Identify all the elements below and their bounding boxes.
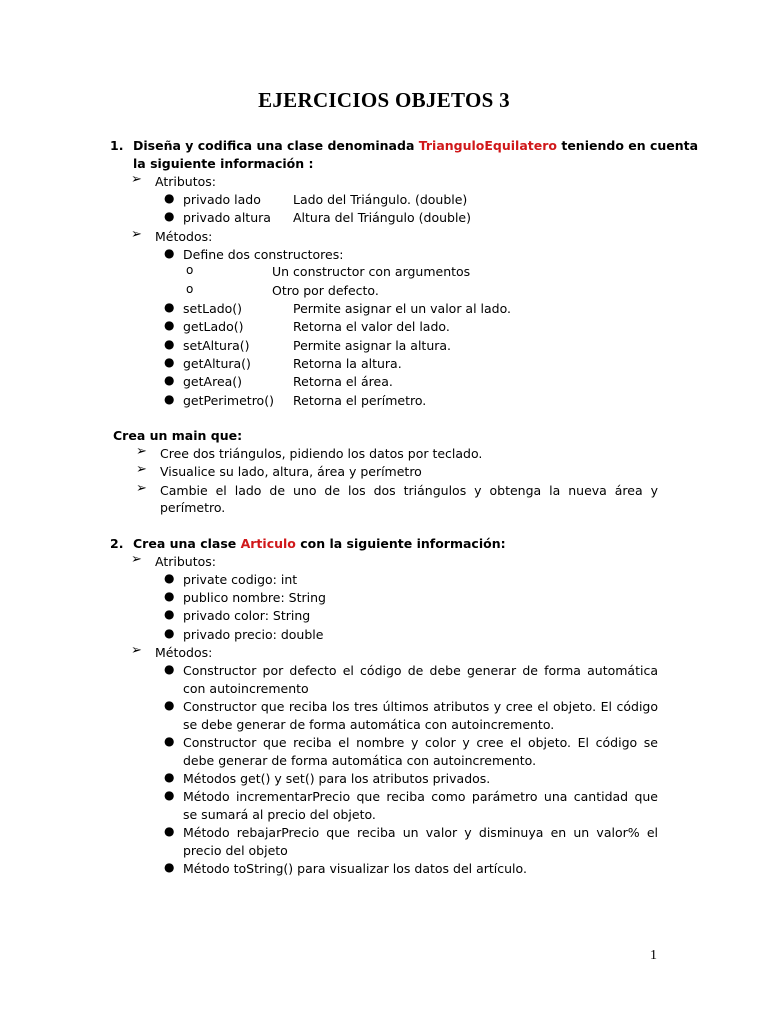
exercise-2-intro: Crea una clase Articulo con la siguiente información: xyxy=(133,536,506,551)
circle-bullet-icon: o xyxy=(186,263,194,277)
bullet-icon: ● xyxy=(164,373,175,387)
ex1-constructor-item: Un constructor con argumentos xyxy=(272,264,471,279)
bullet-icon: ● xyxy=(164,337,175,351)
bullet-icon: ● xyxy=(164,770,175,784)
bullet-icon: ● xyxy=(164,662,175,676)
ex2-attr-item: publico nombre: String xyxy=(183,590,326,605)
ex1-attr-desc: Lado del Triángulo. (double) xyxy=(293,192,468,207)
ex2-method-line: Constructor por defecto el código de debe generar de forma automática xyxy=(183,663,658,678)
ex1-constructor-item: Otro por defecto. xyxy=(272,283,379,298)
bullet-icon: ● xyxy=(164,607,175,621)
circle-bullet-icon: o xyxy=(186,282,194,296)
ex2-attributes-heading: Atributos: xyxy=(155,554,216,569)
bullet-icon: ● xyxy=(164,571,175,585)
exercise-2-number: 2. xyxy=(110,536,124,551)
ex1-method-name: getArea() xyxy=(183,374,243,389)
main-item: Cambie el lado de uno de los dos triángulos y obtenga la nueva área y xyxy=(160,483,658,498)
document-title: EJERCICIOS OBJETOS 3 xyxy=(258,88,510,112)
ex2-method-line: debe generar de forma automática con autoincremento. xyxy=(183,753,537,768)
exercise-1-number: 1. xyxy=(110,138,124,153)
bullet-icon: ● xyxy=(164,209,175,223)
ex2-method-line: Constructor que reciba el nombre y color y cree el objeto. El código se xyxy=(183,735,658,750)
ex1-method-desc: Retorna el valor del lado. xyxy=(293,319,450,334)
ex2-attr-item: privado precio: double xyxy=(183,627,324,642)
bullet-icon: ● xyxy=(164,698,175,712)
bullet-icon: ● xyxy=(164,626,175,640)
main-item: Visualice su lado, altura, área y perímetro xyxy=(160,464,422,479)
bullet-icon: ● xyxy=(164,392,175,406)
ex1-attr-name: privado altura xyxy=(183,210,271,225)
ex1-method-name: setAltura() xyxy=(183,338,250,353)
bullet-icon: ● xyxy=(164,824,175,838)
ex2-method-line: se debe generar de forma automática con autoincremento. xyxy=(183,717,555,732)
ex1-method-desc: Retorna el área. xyxy=(293,374,393,389)
ex1-attr-name: privado lado xyxy=(183,192,261,207)
ex2-attr-item: private codigo: int xyxy=(183,572,298,587)
arrow-bullet-icon: ➢ xyxy=(131,172,142,187)
ex2-attr-item: privado color: String xyxy=(183,608,311,623)
ex1-method-name: setLado() xyxy=(183,301,243,316)
bullet-icon: ● xyxy=(164,300,175,314)
page-number: 1 xyxy=(650,948,657,963)
main-item: Cree dos triángulos, pidiendo los datos por teclado. xyxy=(160,446,483,461)
ex2-method-line: Método incrementarPrecio que reciba como parámetro una cantidad que xyxy=(183,789,658,804)
ex1-method-desc: Permite asignar el un valor al lado. xyxy=(293,301,512,316)
bullet-icon: ● xyxy=(164,589,175,603)
exercise-1-intro-line2: la siguiente información : xyxy=(133,156,314,171)
bullet-icon: ● xyxy=(164,355,175,369)
arrow-bullet-icon: ➢ xyxy=(131,643,142,658)
main-item-continuation: perímetro. xyxy=(160,500,226,515)
arrow-bullet-icon: ➢ xyxy=(131,552,142,567)
class-name-triangulo: TrianguloEquilatero xyxy=(418,138,557,153)
bullet-icon: ● xyxy=(164,860,175,874)
exercise-1-intro: Diseña y codifica una clase denominada TrianguloEquilatero teniendo en cuenta xyxy=(133,138,699,153)
bullet-icon: ● xyxy=(164,734,175,748)
ex2-methods-heading: Métodos: xyxy=(155,645,213,660)
bullet-icon: ● xyxy=(164,788,175,802)
ex1-method-name: getAltura() xyxy=(183,356,251,371)
bullet-icon: ● xyxy=(164,246,175,260)
main-heading: Crea un main que: xyxy=(113,428,243,443)
arrow-bullet-icon: ➢ xyxy=(131,227,142,242)
bullet-icon: ● xyxy=(164,318,175,332)
ex2-method-line: precio del objeto xyxy=(183,843,288,858)
arrow-bullet-icon: ➢ xyxy=(136,481,147,496)
arrow-bullet-icon: ➢ xyxy=(136,444,147,459)
ex2-method-line: Método toString() para visualizar los datos del artículo. xyxy=(183,861,527,876)
ex1-methods-heading: Métodos: xyxy=(155,229,213,244)
ex2-method-line: se sumará al precio del objeto. xyxy=(183,807,376,822)
ex1-method-desc: Permite asignar la altura. xyxy=(293,338,452,353)
ex1-method-name: getPerimetro() xyxy=(183,393,274,408)
ex1-attr-desc: Altura del Triángulo (double) xyxy=(293,210,471,225)
ex1-method-desc: Retorna la altura. xyxy=(293,356,402,371)
ex2-method-line: Métodos get() y set() para los atributos privados. xyxy=(183,771,491,786)
arrow-bullet-icon: ➢ xyxy=(136,462,147,477)
ex1-attributes-heading: Atributos: xyxy=(155,174,216,189)
ex1-method-name: getLado() xyxy=(183,319,244,334)
bullet-icon: ● xyxy=(164,191,175,205)
ex1-constructors-heading: Define dos constructores: xyxy=(183,247,344,262)
class-name-articulo: Articulo xyxy=(240,536,296,551)
ex2-method-line: Método rebajarPrecio que reciba un valor y disminuya en un valor% el xyxy=(183,825,658,840)
ex2-method-line: con autoincremento xyxy=(183,681,309,696)
ex2-method-line: Constructor que reciba los tres últimos atributos y cree el objeto. El código xyxy=(183,699,658,714)
ex1-method-desc: Retorna el perímetro. xyxy=(293,393,427,408)
